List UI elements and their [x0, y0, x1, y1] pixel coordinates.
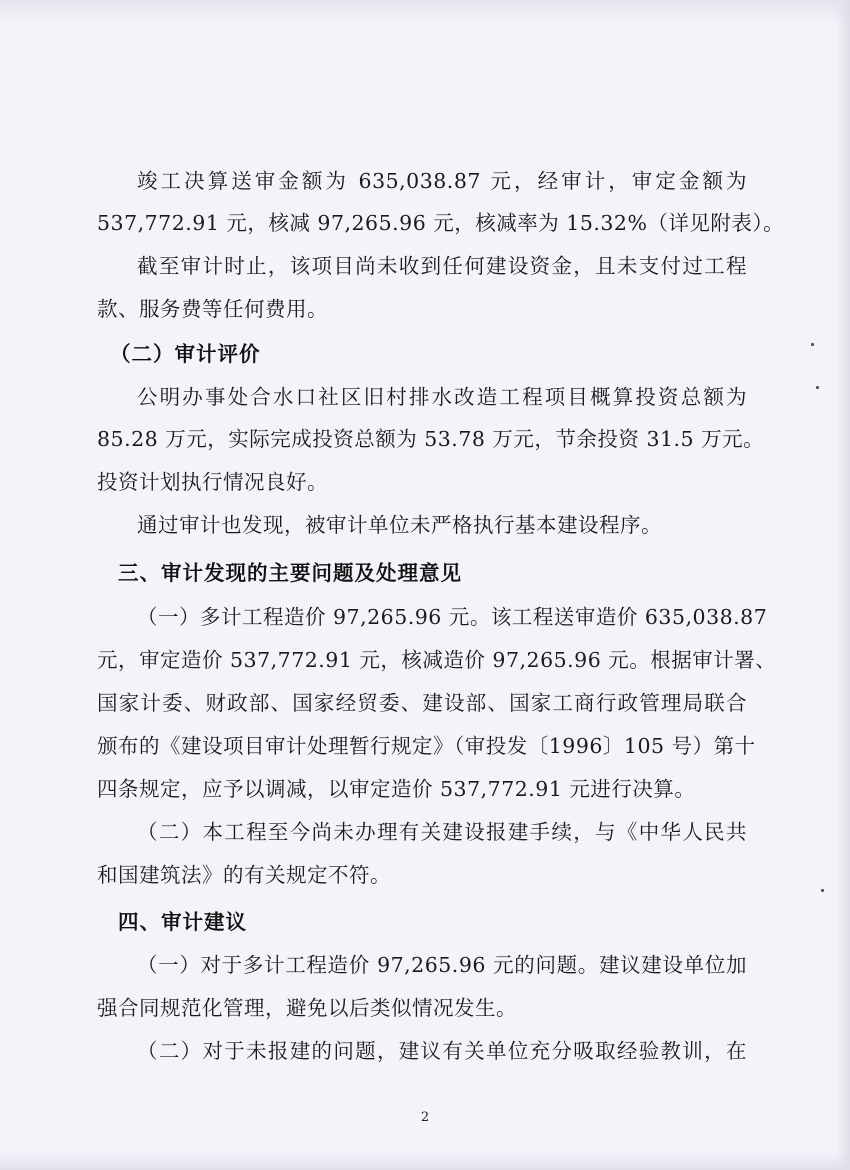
text-line: 国家计委、财政部、国家经贸委、建设部、国家工商行政管理局联合: [97, 691, 747, 715]
text-line: 和国建筑法》的有关规定不符。: [97, 863, 391, 887]
section-heading: 四、审计建议: [118, 910, 247, 934]
text-line: 537,772.91 元，核减 97,265.96 元，核减率为 15.32%（详见附表）。: [97, 211, 785, 235]
scan-speck: [811, 343, 814, 346]
section-heading: 三、审计发现的主要问题及处理意见: [118, 561, 462, 585]
text-line: 强合同规范化管理，避免以后类似情况发生。: [97, 996, 517, 1020]
section-heading: （二）审计评价: [110, 342, 261, 366]
page-number: 2: [420, 1110, 430, 1125]
scan-edge-bottom: [0, 1152, 850, 1170]
text-line: 元，审定造价 537,772.91 元，核减造价 97,265.96 元。根据审计署、: [97, 648, 777, 672]
text-line: 公明办事处合水口社区旧村排水改造工程项目概算投资总额为: [137, 385, 747, 409]
text-line: 85.28 万元，实际完成投资总额为 53.78 万元，节余投资 31.5 万元。: [97, 427, 765, 451]
text-line: （二）本工程至今尚未办理有关建设报建手续，与《中华人民共: [137, 820, 747, 844]
text-line: （一）多计工程造价 97,265.96 元。该工程送审造价 635,038.87: [137, 605, 768, 629]
scan-edge-top: [0, 0, 850, 24]
scan-edge-right: [836, 0, 850, 1170]
text-line: 投资计划执行情况良好。: [97, 470, 328, 494]
text-line: 通过审计也发现，被审计单位未严格执行基本建设程序。: [137, 513, 662, 537]
text-line: 颁布的《建设项目审计处理暂行规定》（审投发〔1996〕105 号）第十: [97, 734, 756, 758]
text-line: 款、服务费等任何费用。: [97, 297, 328, 321]
text-line: 竣工决算送审金额为 635,038.87 元，经审计，审定金额为: [137, 169, 747, 193]
text-line: 截至审计时止，该项目尚未收到任何建设资金，且未支付过工程: [137, 254, 747, 278]
scan-speck: [821, 889, 824, 892]
scan-speck: [816, 386, 819, 389]
text-line: （一）对于多计工程造价 97,265.96 元的问题。建议建设单位加: [137, 953, 747, 977]
text-line: （二）对于未报建的问题，建议有关单位充分吸取经验教训，在: [137, 1039, 747, 1063]
text-line: 四条规定，应予以调减，以审定造价 537,772.91 元进行决算。: [97, 777, 696, 801]
